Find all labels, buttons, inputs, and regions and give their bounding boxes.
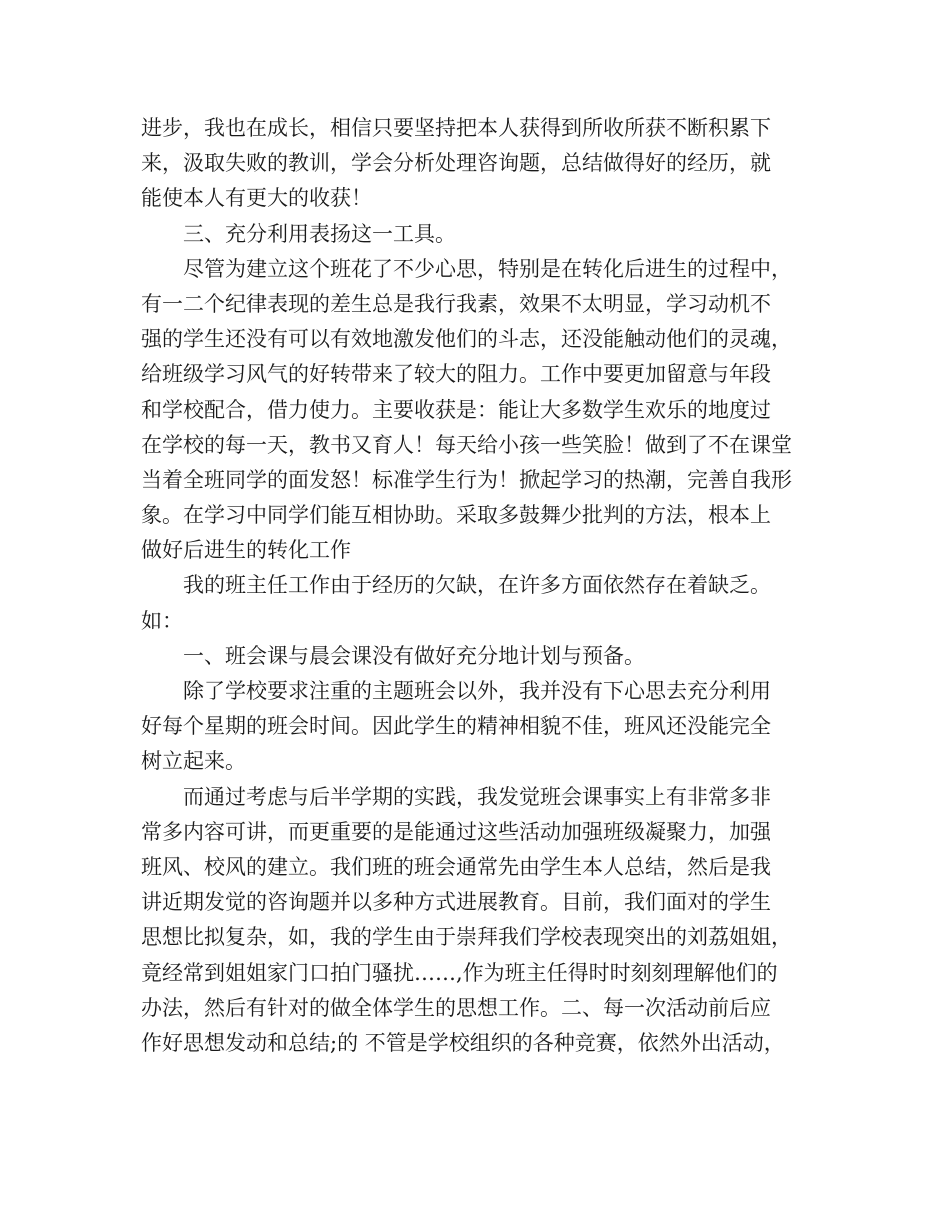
text-line: 能使本人有更大的收获！ bbox=[141, 186, 372, 211]
text-line: 给班级学习风气的好转带来了较大的阻力。工作中要更加留意与年段 bbox=[141, 362, 771, 387]
text-line: 象。在学习中同学们能互相协助。采取多鼓舞少批判的方法，根本上 bbox=[141, 503, 771, 528]
text-line: 做好后进生的转化工作 bbox=[141, 538, 351, 563]
text-line: 尽管为建立这个班花了不少心思，特别是在转化后进生的过程中， bbox=[183, 256, 792, 281]
text-line: 而通过考虑与后半学期的实践，我发觉班会课事实上有非常多非 bbox=[183, 784, 771, 809]
text-line: 树立起来。 bbox=[141, 749, 246, 774]
text-line: 如： bbox=[141, 608, 183, 633]
text-line: 好每个星期的班会时间。因此学生的精神相貌不佳，班风还没能完全 bbox=[141, 714, 771, 739]
text-line: 强的学生还没有可以有效地激发他们的斗志，还没能触动他们的灵魂， bbox=[141, 327, 792, 352]
text-line: 进步，我也在成长，相信只要坚持把本人获得到所收所获不断积累下 bbox=[141, 116, 771, 140]
text-line: 作好思想发动和总结;的 不管是学校组织的各种竞赛，依然外出活动， bbox=[141, 1030, 785, 1055]
text-line: 有一二个纪律表现的差生总是我行我素，效果不太明显，学习动机不 bbox=[141, 291, 771, 316]
text-line: 班风、校风的建立。我们班的班会通常先由学生本人总结，然后是我 bbox=[141, 854, 771, 879]
text-line: 办法，然后有针对的做全体学生的思想工作。二、每一次活动前后应 bbox=[141, 995, 771, 1020]
text-line: 在学校的每一天，教书又育人！每天给小孩一些笑脸！做到了不在课堂 bbox=[141, 432, 792, 457]
text-line: 除了学校要求注重的主题班会以外，我并没有下心思去充分利用 bbox=[183, 679, 771, 703]
text-line: 讲近期发觉的咨询题并以多种方式进展教育。目前，我们面对的学生 bbox=[141, 890, 771, 915]
text-line: 我的班主任工作由于经历的欠缺，在许多方面依然存在着缺乏。 bbox=[183, 573, 771, 598]
text-line: 思想比拟复杂，如，我的学生由于崇拜我们学校表现突出的刘荔姐姐， bbox=[141, 925, 792, 950]
text-line: 竟经常到姐姐家门口拍门骚扰……,作为班主任得时时刻刻理解他们的 bbox=[141, 960, 778, 985]
text-line: 来，汲取失败的教训，学会分析处理咨询题，总结做得好的经历，就 bbox=[141, 151, 771, 176]
text-line: 常多内容可讲，而更重要的是能通过这些活动加强班级凝聚力，加强 bbox=[141, 819, 771, 844]
body-text bbox=[141, 111, 831, 1061]
text-line: 一、班会课与晨会课没有做好充分地计划与预备。 bbox=[183, 643, 645, 668]
text-line: 三、充分利用表扬这一工具。 bbox=[183, 221, 456, 246]
text-line: 当着全班同学的面发怒！标准学生行为！掀起学习的热潮，完善自我形 bbox=[141, 467, 792, 492]
text-line: 和学校配合，借力使力。主要收获是：能让大多数学生欢乐的地度过 bbox=[141, 397, 771, 422]
